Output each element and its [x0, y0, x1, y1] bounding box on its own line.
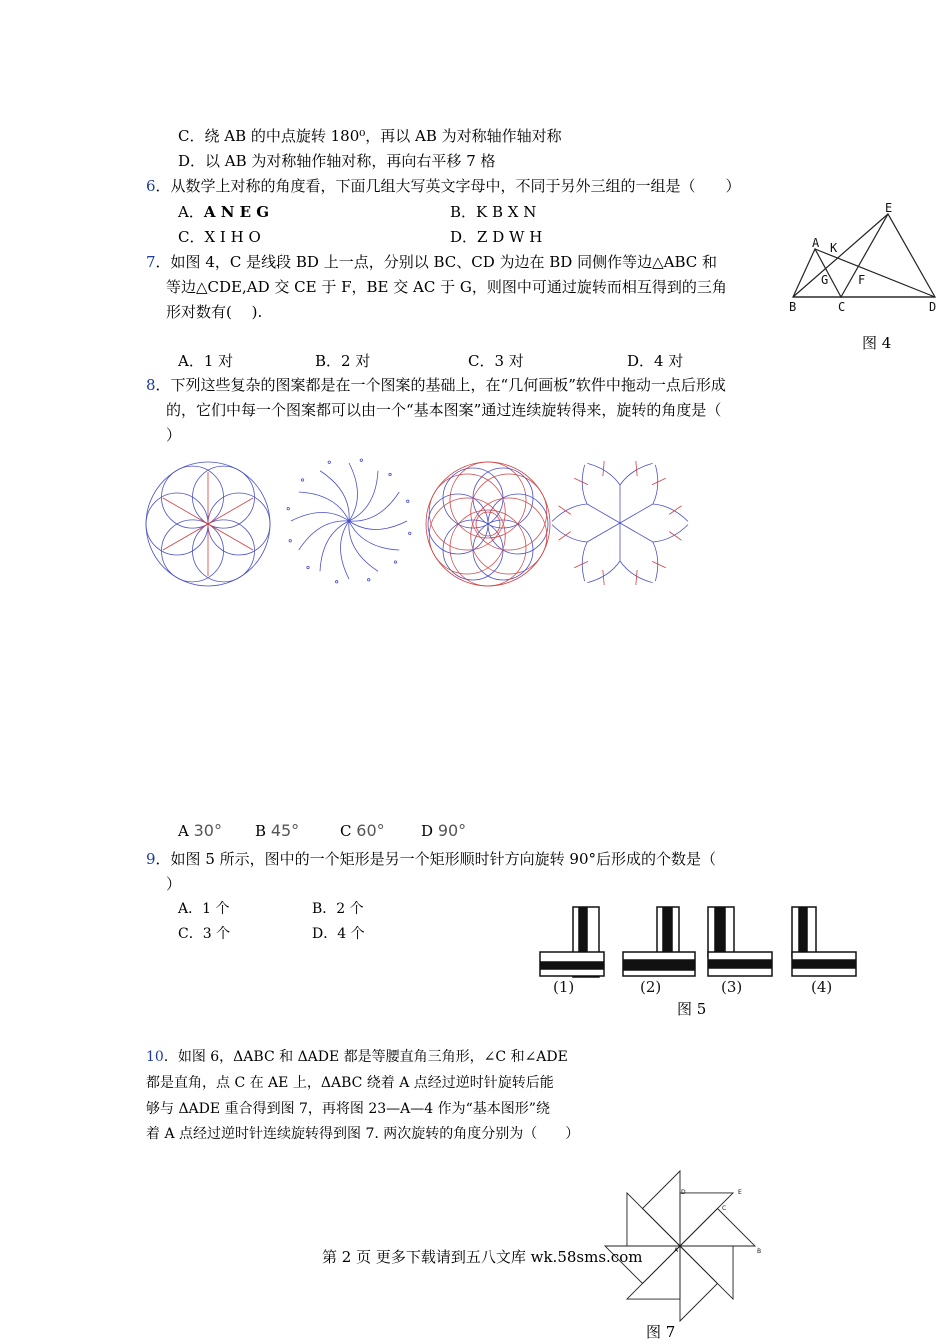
q8-number: 8 [146, 376, 156, 394]
fig5-shape-3 [708, 907, 772, 976]
q5-option-c: C．绕 AB 的中点旋转 180⁰，再以 AB 为对称轴作轴对称 [178, 127, 562, 145]
p3-circle-red [429, 498, 505, 574]
q8-option-d [421, 821, 466, 841]
q7-option-b: B．2 对 [315, 352, 371, 370]
q6-option-a-letters: A N E G [203, 203, 270, 221]
p2-dot [368, 579, 370, 581]
fig4-label-c: C [838, 300, 846, 314]
q8-option-d-value: 90° [437, 821, 467, 840]
q8-option-c-label: C [340, 822, 352, 840]
segment-be [793, 214, 888, 297]
fig7-triangle [680, 1246, 733, 1299]
p2-dot [287, 507, 289, 509]
p2-dot [335, 581, 337, 583]
q8-stem-line3: ） [166, 426, 182, 444]
p2-dot [394, 561, 396, 563]
fig5-shape-2 [623, 907, 695, 976]
q8-option-a-value: 30° [193, 821, 222, 840]
fig7-label-e: E [738, 1189, 742, 1196]
q7-stem-line3: 形对数有( ). [166, 303, 263, 321]
figure-5 [535, 902, 865, 997]
q8-option-d-label: D [421, 822, 434, 840]
q8-option-b-label: B [255, 822, 267, 840]
q8-pattern-3 [423, 459, 553, 589]
q6-stem [146, 176, 741, 196]
q8-pattern-2 [287, 456, 411, 586]
q6-number: 6 [146, 177, 156, 195]
q10-stem-line2: 都是直角，点 C 在 AE 上，ΔABC 绕着 A 点经过逆时针旋转后能 [146, 1075, 554, 1091]
q6-option-d: D．Z D W H [450, 228, 543, 246]
p2-dot [289, 540, 291, 542]
q7-stem-line1 [146, 252, 717, 272]
fig7-label-c: C [722, 1205, 727, 1212]
p2-dot [328, 461, 330, 463]
fig5-label-2: (2) [640, 978, 662, 996]
q8-option-c [340, 821, 385, 841]
q9-stem-line1 [146, 849, 716, 869]
p2-dot [307, 566, 309, 568]
q9-stem-line2: ） [166, 875, 182, 893]
fig4-label-k: K [830, 241, 838, 255]
q6-option-a-label: A． [178, 203, 204, 221]
q10-text-line1: ．如图 6，ΔABC 和 ΔADE 都是等腰直角三角形，∠C 和∠ADE [163, 1049, 568, 1065]
fig7-triangle [680, 1193, 733, 1246]
q9-text-line1: ．如图 5 所示，图中的一个矩形是另一个矩形顺时针方向旋转 90°后形成的个数是（ [155, 850, 716, 868]
figure-5-caption: 图 5 [677, 1000, 707, 1018]
p2-dot [407, 500, 409, 502]
q8-stem-line2: 的，它们中每一个图案都可以由一个“基本图案”通过连续旋转得来，旋转的角度是（ [166, 401, 722, 419]
q7-option-c: C．3 对 [468, 352, 524, 370]
p3-circle-red [429, 474, 505, 550]
q10-number: 10 [146, 1049, 164, 1065]
q9-option-a: A．1 个 [178, 901, 230, 917]
q9-option-b: B．2 个 [312, 901, 364, 917]
figure-4 [785, 200, 945, 320]
fig4-label-d: D [929, 300, 937, 314]
fig5-shape-1 [540, 907, 604, 977]
q8-text-line1: ．下列这些复杂的图案都是在一个图案的基础上，在“几何画板”软件中拖动一点后形成 [155, 376, 726, 394]
q8-option-c-value: 60° [356, 821, 385, 840]
fig7-triangle [680, 1246, 718, 1321]
p3-circle-red [471, 474, 547, 550]
q9-option-d: D．4 个 [312, 926, 365, 942]
triangle-cde [841, 214, 935, 297]
p4-arms [552, 463, 688, 582]
p2-dot [360, 459, 362, 461]
figure-7-caption: 图 7 [646, 1323, 676, 1341]
q6-text: ．从数学上对称的角度看，下面几组大写英文字母中，不同于另外三组的一组是（ ） [155, 177, 741, 195]
p2-dot [409, 532, 411, 534]
q8-option-b [255, 821, 299, 841]
fig5-shape-4 [792, 907, 856, 976]
segment-ad [815, 249, 935, 297]
q5-option-d: D．以 AB 为对称轴作轴对称，再向右平移 7 格 [178, 152, 496, 170]
q8-option-a-label: A [178, 822, 189, 840]
figure-7 [605, 1168, 785, 1318]
p3-circle-red [471, 498, 547, 574]
q8-option-b-value: 45° [270, 821, 300, 840]
fig7-triangle [680, 1209, 755, 1247]
p2-dot [389, 473, 391, 475]
q7-stem-line2: 等边△CDE,AD 交 CE 于 F，BE 交 AC 于 G，则图中可通过旋转而相互得到的三角 [166, 278, 727, 296]
fig7-label-a: A [674, 1247, 679, 1254]
q6-option-b: B．K B X N [450, 203, 537, 221]
q7-option-d: D．4 对 [627, 352, 684, 370]
fig5-label-3: (3) [721, 978, 743, 996]
q6-option-c: C．X I H O [178, 228, 261, 246]
q8-pattern-4 [550, 453, 690, 593]
q8-stem-line1 [146, 375, 726, 395]
page-footer: 第 2 页 更多下载请到五八文库 wk.58sms.com [322, 1248, 643, 1266]
p2-dot [301, 479, 303, 481]
fig4-label-f: F [858, 273, 866, 287]
figure-4-caption: 图 4 [862, 334, 892, 352]
q10-stem-line1 [146, 1047, 568, 1067]
q6-option-a [178, 202, 269, 222]
p2-rays [291, 463, 407, 579]
q10-stem-line3: 够与 ΔADE 重合得到图 7，再将图 23—A—4 作为“基本图形”绕 [146, 1101, 550, 1117]
fig7-label-b: B [757, 1248, 762, 1255]
fig4-label-b: B [789, 300, 797, 314]
fig7-triangle [643, 1171, 681, 1246]
fig7-triangle [627, 1193, 680, 1246]
fig4-label-e: E [885, 201, 893, 215]
q7-number: 7 [146, 253, 156, 271]
fig4-label-a: A [812, 236, 820, 250]
q7-text-line1: ．如图 4，C 是线段 BD 上一点，分别以 BC、CD 为边在 BD 同侧作等边△ABC 和 [155, 253, 718, 271]
fig7-label-d: D [681, 1189, 686, 1196]
fig5-label-4: (4) [811, 978, 833, 996]
q10-stem-line4: 着 A 点经过逆时针连续旋转得到图 7. 两次旋转的角度分别为（ ） [146, 1126, 580, 1142]
q7-option-a: A．1 对 [178, 352, 234, 370]
fig5-label-1: (1) [553, 978, 575, 996]
q9-option-c: C．3 个 [178, 926, 231, 942]
q9-number: 9 [146, 850, 156, 868]
fig4-label-g: G [821, 273, 829, 287]
q8-pattern-1 [143, 456, 273, 592]
q8-option-a [178, 821, 222, 841]
